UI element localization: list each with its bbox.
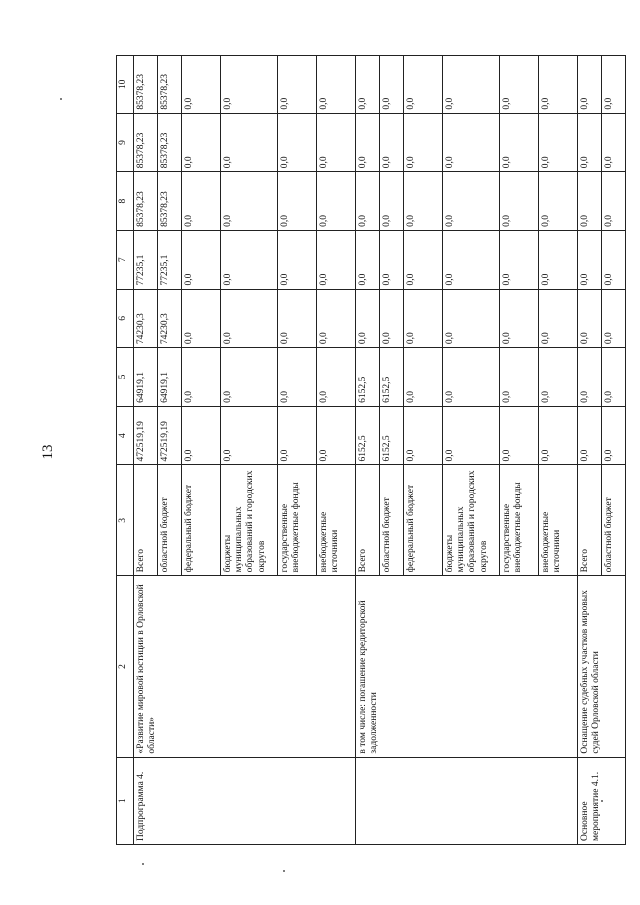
table-header-row [117, 56, 134, 845]
amount-cell: 0,0 [404, 406, 443, 465]
amount-cell: 0,0 [278, 289, 317, 348]
amount-cell: 0,0 [278, 113, 317, 172]
amount-cell: 0,0 [404, 172, 443, 231]
amount-cell: 0,0 [221, 172, 278, 231]
amount-cell: 0,0 [602, 172, 626, 231]
amount-cell: 74230,3 [158, 289, 182, 348]
amount-cell: 0,0 [500, 230, 539, 289]
amount-cell: 0,0 [356, 56, 380, 114]
amount-cell: 0,0 [539, 172, 578, 231]
amount-cell: 0,0 [578, 348, 602, 407]
program-code-cell: Подпрограмма 4. [134, 757, 356, 844]
amount-cell: 0,0 [602, 230, 626, 289]
amount-cell: 0,0 [443, 348, 500, 407]
table-row [356, 56, 380, 845]
funding-source-cell: областной бюджет [158, 465, 182, 576]
scan-speck [60, 98, 62, 100]
amount-cell: 0,0 [539, 56, 578, 114]
funding-source-cell: бюджеты муниципальных образований и городских округов [443, 465, 500, 576]
amount-cell: 64919,1 [134, 348, 158, 407]
amount-cell: 6152,5 [380, 348, 404, 407]
program-code-cell: Основное мероприятие 4.1. [578, 757, 626, 844]
amount-cell: 0,0 [317, 230, 356, 289]
amount-cell: 0,0 [221, 289, 278, 348]
amount-cell: 0,0 [539, 348, 578, 407]
amount-cell: 85378,23 [158, 113, 182, 172]
amount-cell: 74230,3 [134, 289, 158, 348]
amount-cell: 0,0 [404, 113, 443, 172]
amount-cell: 0,0 [380, 56, 404, 114]
amount-cell: 0,0 [221, 56, 278, 114]
amount-cell: 0,0 [500, 56, 539, 114]
header-cell: 7 [117, 230, 134, 289]
amount-cell: 0,0 [221, 230, 278, 289]
funding-source-cell: областной бюджет [602, 465, 626, 576]
funding-source-cell: Всего [356, 465, 380, 576]
amount-cell: 0,0 [182, 172, 221, 231]
amount-cell: 0,0 [317, 406, 356, 465]
amount-cell: 0,0 [317, 172, 356, 231]
amount-cell: 0,0 [278, 230, 317, 289]
header-cell: 10 [117, 56, 134, 114]
amount-cell: 0,0 [578, 406, 602, 465]
funding-source-cell: государственные внебюджетные фонды [278, 465, 317, 576]
amount-cell: 0,0 [443, 113, 500, 172]
header-cell: 4 [117, 406, 134, 465]
header-cell: 6 [117, 289, 134, 348]
amount-cell: 0,0 [278, 172, 317, 231]
amount-cell: 0,0 [380, 289, 404, 348]
amount-cell: 0,0 [602, 406, 626, 465]
amount-cell: 0,0 [278, 348, 317, 407]
table-body [117, 56, 626, 845]
amount-cell: 0,0 [404, 289, 443, 348]
rotated-table-wrapper [116, 55, 614, 845]
amount-cell: 0,0 [317, 56, 356, 114]
amount-cell: 0,0 [539, 230, 578, 289]
amount-cell: 0,0 [182, 113, 221, 172]
scan-speck [283, 870, 285, 872]
amount-cell: 0,0 [539, 289, 578, 348]
amount-cell: 85378,23 [158, 172, 182, 231]
program-title-cell: в том числе: погашение кредиторской задолженности [356, 576, 578, 757]
header-cell: 3 [117, 465, 134, 576]
amount-cell: 77235,1 [134, 230, 158, 289]
amount-cell: 0,0 [602, 56, 626, 114]
amount-cell: 0,0 [356, 113, 380, 172]
funding-source-cell: внебюджетные источники [317, 465, 356, 576]
amount-cell: 0,0 [356, 172, 380, 231]
amount-cell: 0,0 [443, 230, 500, 289]
amount-cell: 85378,23 [134, 172, 158, 231]
amount-cell: 0,0 [356, 289, 380, 348]
amount-cell: 0,0 [500, 289, 539, 348]
program-title-cell: Оснащение судебных участков мировых судей Орловской области [578, 576, 626, 757]
amount-cell: 0,0 [221, 348, 278, 407]
amount-cell: 0,0 [356, 230, 380, 289]
amount-cell: 472519,19 [134, 406, 158, 465]
amount-cell: 0,0 [578, 56, 602, 114]
amount-cell: 0,0 [500, 113, 539, 172]
amount-cell: 0,0 [278, 56, 317, 114]
header-cell: 8 [117, 172, 134, 231]
amount-cell: 77235,1 [158, 230, 182, 289]
page-number: 13 [40, 444, 56, 460]
amount-cell: 0,0 [602, 348, 626, 407]
amount-cell: 6152,5 [356, 406, 380, 465]
amount-cell: 0,0 [500, 406, 539, 465]
amount-cell: 0,0 [317, 289, 356, 348]
amount-cell: 0,0 [317, 348, 356, 407]
amount-cell: 85378,23 [158, 56, 182, 114]
amount-cell: 6152,5 [356, 348, 380, 407]
funding-source-cell: бюджеты муниципальных образований и городских округов [221, 465, 278, 576]
amount-cell: 85378,23 [134, 113, 158, 172]
amount-cell: 0,0 [317, 113, 356, 172]
amount-cell: 85378,23 [134, 56, 158, 114]
funding-source-cell: федеральный бюджет [182, 465, 221, 576]
funding-source-cell: Всего [134, 465, 158, 576]
header-cell: 1 [117, 757, 134, 844]
program-title-cell: «Развитие мировой юстиции в Орловской области» [134, 576, 356, 757]
amount-cell: 0,0 [602, 289, 626, 348]
amount-cell: 0,0 [182, 406, 221, 465]
amount-cell: 0,0 [443, 56, 500, 114]
amount-cell: 0,0 [539, 406, 578, 465]
amount-cell: 0,0 [182, 289, 221, 348]
amount-cell: 0,0 [404, 230, 443, 289]
header-cell: 9 [117, 113, 134, 172]
amount-cell: 0,0 [182, 56, 221, 114]
amount-cell: 0,0 [578, 230, 602, 289]
amount-cell: 6152,5 [380, 406, 404, 465]
amount-cell: 0,0 [380, 113, 404, 172]
header-cell: 2 [117, 576, 134, 757]
amount-cell: 64919,1 [158, 348, 182, 407]
amount-cell: 0,0 [404, 348, 443, 407]
amount-cell: 0,0 [443, 406, 500, 465]
amount-cell: 0,0 [602, 113, 626, 172]
amount-cell: 0,0 [578, 172, 602, 231]
table-row [134, 56, 158, 845]
amount-cell: 0,0 [182, 230, 221, 289]
funding-source-cell: Всего [578, 465, 602, 576]
amount-cell: 0,0 [380, 230, 404, 289]
amount-cell: 0,0 [539, 113, 578, 172]
amount-cell: 0,0 [443, 172, 500, 231]
budget-table [116, 55, 626, 845]
program-code-cell [356, 757, 578, 844]
amount-cell: 0,0 [404, 56, 443, 114]
amount-cell: 0,0 [500, 172, 539, 231]
amount-cell: 0,0 [278, 406, 317, 465]
table-row [578, 56, 602, 845]
amount-cell: 0,0 [578, 289, 602, 348]
amount-cell: 0,0 [380, 172, 404, 231]
funding-source-cell: внебюджетные источники [539, 465, 578, 576]
amount-cell: 0,0 [443, 289, 500, 348]
amount-cell: 0,0 [500, 348, 539, 407]
funding-source-cell: областной бюджет [380, 465, 404, 576]
amount-cell: 0,0 [221, 113, 278, 172]
scan-speck [142, 863, 144, 865]
funding-source-cell: федеральный бюджет [404, 465, 443, 576]
amount-cell: 472519,19 [158, 406, 182, 465]
amount-cell: 0,0 [221, 406, 278, 465]
amount-cell: 0,0 [578, 113, 602, 172]
header-cell: 5 [117, 348, 134, 407]
funding-source-cell: государственные внебюджетные фонды [500, 465, 539, 576]
budget-table-frame [116, 55, 614, 845]
amount-cell: 0,0 [182, 348, 221, 407]
scan-speck [601, 800, 603, 802]
